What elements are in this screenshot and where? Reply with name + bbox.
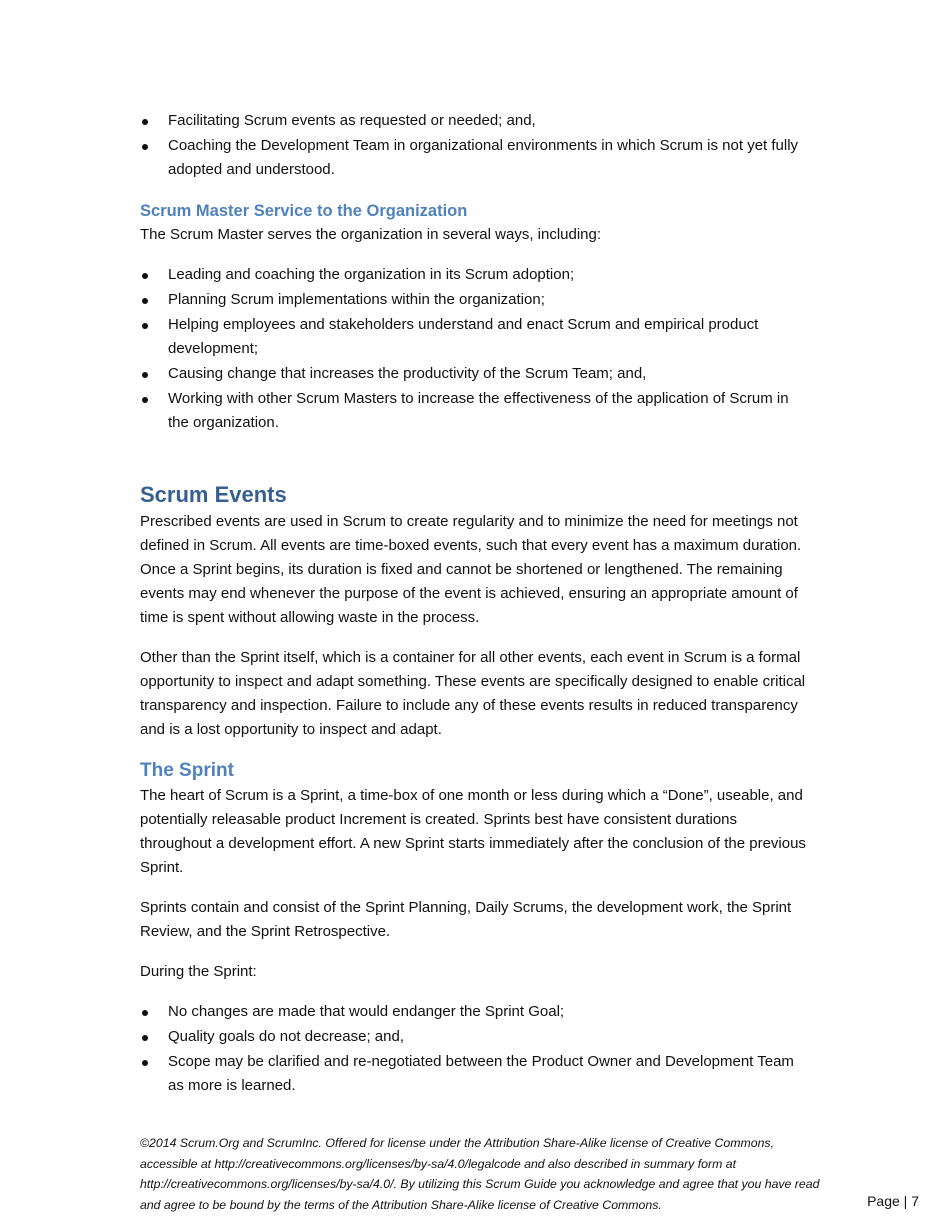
license-footer: ©2014 Scrum.Org and ScrumInc. Offered for license under the Attribution Share-Alike license of Creative Commons, accessible at http://creativecommons.org/licenses/by-sa/4.0/legalcode and also described in summary form at http://creativecommons.org/licenses/by-sa/4.0/. By utilizing this Scrum Guide you acknowledge and agree that you have read and agree to be bound by the terms of the Attribution Share-Alike license of Creative Commons.: [140, 1136, 820, 1212]
section-heading-sprint: The Sprint: [140, 760, 234, 781]
section-heading-org: Scrum Master Service to the Organization: [140, 202, 468, 220]
org-bullet-list: [140, 263, 812, 435]
list-item: Coaching the Development Team in organizational environments in which Scrum is not yet fully adopted and understood.: [140, 134, 812, 182]
list-item: Causing change that increases the productivity of the Scrum Team; and,: [140, 362, 812, 386]
list-item: Scope may be clarified and re-negotiated between the Product Owner and Development Team as more is learned.: [140, 1050, 812, 1098]
sprint-paragraph: During the Sprint:: [140, 963, 257, 980]
list-item: Working with other Scrum Masters to increase the effectiveness of the application of Scrum in the organization.: [140, 387, 812, 435]
sprint-paragraph: Sprints contain and consist of the Sprint Planning, Daily Scrums, the development work, the Sprint Review, and the Sprint Retrospective.: [140, 899, 792, 940]
sprint-bullet-list: [140, 1000, 812, 1098]
list-item: Helping employees and stakeholders understand and enact Scrum and empirical product development;: [140, 313, 812, 361]
document-body: [140, 109, 812, 1099]
list-item: Quality goals do not decrease; and,: [140, 1025, 812, 1049]
page-number: Page | 7: [867, 1193, 919, 1209]
intro-bullet-list: [140, 109, 812, 182]
list-item: Facilitating Scrum events as requested or needed; and,: [140, 109, 812, 133]
list-item: Leading and coaching the organization in its Scrum adoption;: [140, 263, 812, 287]
list-item: Planning Scrum implementations within the organization;: [140, 288, 812, 312]
list-item: No changes are made that would endanger the Sprint Goal;: [140, 1000, 812, 1024]
events-paragraph: Other than the Sprint itself, which is a container for all other events, each event in Scrum is a formal opportunity to inspect and adapt something. These events are specifically designed to enable critical transparency and inspection. Failure to include any of these events results in reduced transparency and is a lost opportunity to inspect and adapt.: [140, 649, 806, 738]
sprint-paragraph: The heart of Scrum is a Sprint, a time-box of one month or less during which a “Done”, useable, and potentially releasable product Increment is created. Sprints best have consistent durations throughout a development effort. A new Sprint starts immediately after the conclusion of the previous Sprint.: [140, 787, 806, 876]
events-paragraph: Prescribed events are used in Scrum to create regularity and to minimize the need for meetings not defined in Scrum. All events are time-boxed events, such that every event has a maximum duration. Once a Sprint begins, its duration is fixed and cannot be shortened or lengthened. The remaining events may end whenever the purpose of the event is achieved, ensuring an appropriate amount of time is spent without allowing waste in the process.: [140, 513, 802, 626]
org-intro-paragraph: The Scrum Master serves the organization in several ways, including:: [140, 226, 602, 243]
section-heading-events: Scrum Events: [140, 482, 287, 507]
